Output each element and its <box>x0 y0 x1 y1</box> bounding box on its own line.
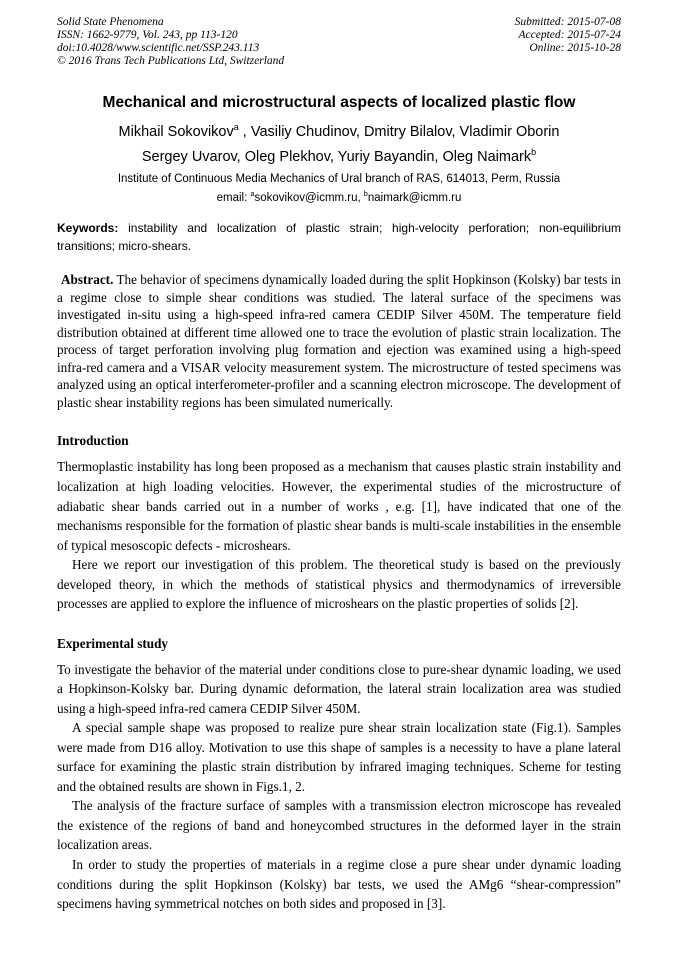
journal-copyright: © 2016 Trans Tech Publications Ltd, Switzerland <box>57 55 285 68</box>
keywords-block <box>57 220 621 255</box>
paragraph: To investigate the behavior of the material under conditions close to pure-shear dynamic loading, we used a Hopkinson-Kolsky bar. During dynamic deformation, the lateral strain localization area was studied using a high-speed infra-red camera CEDIP Silver 450M. <box>57 661 621 716</box>
paragraph: Thermoplastic instability has long been proposed as a mechanism that causes plastic strain instability and localization at high loading velocities. However, the experimental studies of the microstructure of adiabatic shear bands carried out in a number of works , e.g. [1], have indicated that one of the mechanisms responsible for the formation of plastic shear bands is multi-scale instabilities in the ensemble of typical mesoscopic defects - microshears. <box>57 459 621 553</box>
email-address-a: sokovikov@icmm.ru, <box>254 192 364 205</box>
section-introduction <box>57 433 621 613</box>
journal-info <box>57 16 284 68</box>
authors-line-2 <box>57 149 621 165</box>
abstract-text: The behavior of specimens dynamically loaded during the split Hopkinson (Kolsky) bar tests in a regime close to simple shear conditions was studied. The lateral surface of the specimens was investigated in-situ using a high-speed infra-red camera CEDIP Silver 450M. The temperature field distribution obtained at different time allowed one to trace the evolution of plastic strain localization. The process of target perforation involving plug formation and ejection was examined using a high-speed infra-red camera and a VISAR velocity measurement system. The microstructure of tested specimens was analyzed using an optical interferometer-profiler and a scanning electron microscope. The development of plastic shear instability regions has been simulated numerically. <box>57 272 621 410</box>
affiliation: Institute of Continuous Media Mechanics of Ural branch of RAS, 614013, Perm, Russia <box>117 173 561 186</box>
paragraph: Here we report our investigation of this problem. The theoretical study is based on the previously developed theory, in which the methods of statistical physics and thermodynamics of irreversible processes are applied to explore the influence of microshears on the plastic properties of solids [2]. <box>57 557 621 612</box>
email-label: email: <box>216 192 251 205</box>
section-heading-experimental-study: Experimental study <box>57 635 168 651</box>
email-line <box>57 192 621 204</box>
journal-header <box>57 16 621 68</box>
keywords-label: Keywords: <box>57 221 119 236</box>
paper-title: Mechanical and microstructural aspects of localized plastic flow <box>102 94 576 112</box>
journal-doi: doi:10.4028/www.scientific.net/SSP.243.113 <box>57 42 260 55</box>
submission-dates <box>515 16 621 55</box>
author-group-2: , Vasiliy Chudinov, Dmitry Bilalov, Vladimir Oborin <box>238 124 560 141</box>
author-group-3: Sergey Uvarov, Oleg Plekhov, Yuriy Bayandin, Oleg Naimark <box>141 149 532 166</box>
abstract-block <box>57 271 621 411</box>
section-experimental-study <box>57 636 621 914</box>
accepted-date: Accepted: 2015-07-24 <box>518 29 621 42</box>
keywords-text: instability and localization of plastic strain; high-velocity perforation; non-equilibrium transitions; micro-shears. <box>57 221 621 253</box>
section-heading-introduction: Introduction <box>57 433 129 449</box>
email-address-b: naimark@icmm.ru <box>367 192 462 205</box>
online-date: Online: 2015-10-28 <box>529 42 621 55</box>
author-affil-mark-a: a <box>233 122 239 133</box>
authors-line-1 <box>57 124 621 140</box>
journal-issn: ISSN: 1662-9779, Vol. 243, pp 113-120 <box>57 29 238 42</box>
email-mark-a: a <box>250 190 255 199</box>
paragraph: A special sample shape was proposed to realize pure shear strain localization state (Fig.1). Samples were made from D16 alloy. Motivation to use this shape of samples is a necessity to have a plane lateral surface for examining the plastic strain distribution by infrared imaging techniques. Scheme for testing and the obtained results are shown in Figs.1, 2. <box>57 720 621 794</box>
journal-name: Solid State Phenomena <box>57 16 164 28</box>
submitted-date: Submitted: 2015-07-08 <box>514 16 621 28</box>
abstract-label: Abstract. <box>61 272 114 288</box>
email-mark-b: b <box>363 190 368 199</box>
author-affil-mark-b: b <box>531 147 537 158</box>
author-group-1: Mikhail Sokovikov <box>118 124 234 141</box>
paragraph: The analysis of the fracture surface of samples with a transmission electron microscope has revealed the existence of the regions of band and honeycombed structures in the deformed layer in the strain localization areas. <box>57 798 621 853</box>
paragraph: In order to study the properties of materials in a regime close a pure shear under dynamic loading conditions during the split Hopkinson (Kolsky) bar tests, we used the AMg6 “shear-compression” specimens having symmetrical notches on both sides and proposed in [3]. <box>57 857 621 912</box>
